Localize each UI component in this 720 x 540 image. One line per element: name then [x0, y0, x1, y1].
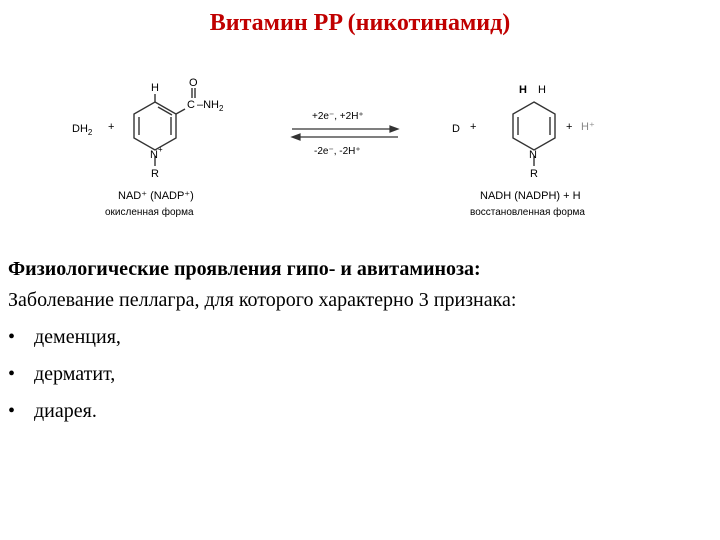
plus-sign-3: +: [566, 121, 573, 133]
intro-text: Заболевание пеллагра, для которого характерно 3 признака:: [8, 289, 517, 311]
left-reagent: $DH_2$: [72, 123, 93, 137]
list-item-text: дерматит,: [34, 363, 116, 385]
red-hydrogen-1: H: [519, 84, 527, 96]
bullet-icon: •: [8, 363, 16, 385]
list-item: [8, 396, 708, 427]
symptom-list: [8, 322, 708, 427]
ox-form-label: NAD⁺ (NADP⁺): [118, 190, 194, 202]
plus-sign-1: +: [108, 121, 115, 133]
slide-title: Витамин PP (никотинамид): [209, 10, 511, 36]
equilibrium-arrows: [292, 126, 398, 140]
list-item: [8, 322, 708, 353]
ox-hydrogen: H: [151, 82, 159, 94]
ox-ring-nitrogen: N+: [150, 145, 163, 161]
section-heading: Физиологические проявления гипо- и авитаминоза:: [8, 258, 481, 280]
bullet-icon: •: [8, 400, 16, 422]
list-item-text: деменция,: [34, 326, 121, 348]
right-reagent: D: [452, 123, 460, 135]
ox-r-group: R: [151, 168, 159, 180]
red-ring-nitrogen: N: [529, 149, 537, 161]
text-block: [8, 254, 708, 433]
ox-form-caption: окисленная форма: [105, 207, 194, 218]
oxidized-pyridine-ring: [134, 88, 195, 166]
ox-carbon: C: [187, 99, 195, 111]
red-form-label: NADH (NADPH) + H: [480, 190, 581, 202]
reverse-label: -2e⁻, -2H⁺: [314, 146, 361, 157]
proton: H⁺: [581, 121, 595, 133]
bullet-icon: •: [8, 326, 16, 348]
ox-amide: $-NH_2$: [197, 99, 224, 113]
red-r-group: R: [530, 168, 538, 180]
forward-label: +2e⁻, +2H⁺: [312, 111, 364, 122]
list-item: [8, 359, 708, 390]
red-hydrogen-2: H: [538, 84, 546, 96]
red-form-caption: восстановленная форма: [470, 207, 585, 218]
list-item-text: диарея.: [34, 400, 97, 422]
ox-oxygen: O: [189, 77, 198, 89]
nad-reduction-diagram: [60, 72, 630, 242]
plus-sign-2: +: [470, 121, 477, 133]
